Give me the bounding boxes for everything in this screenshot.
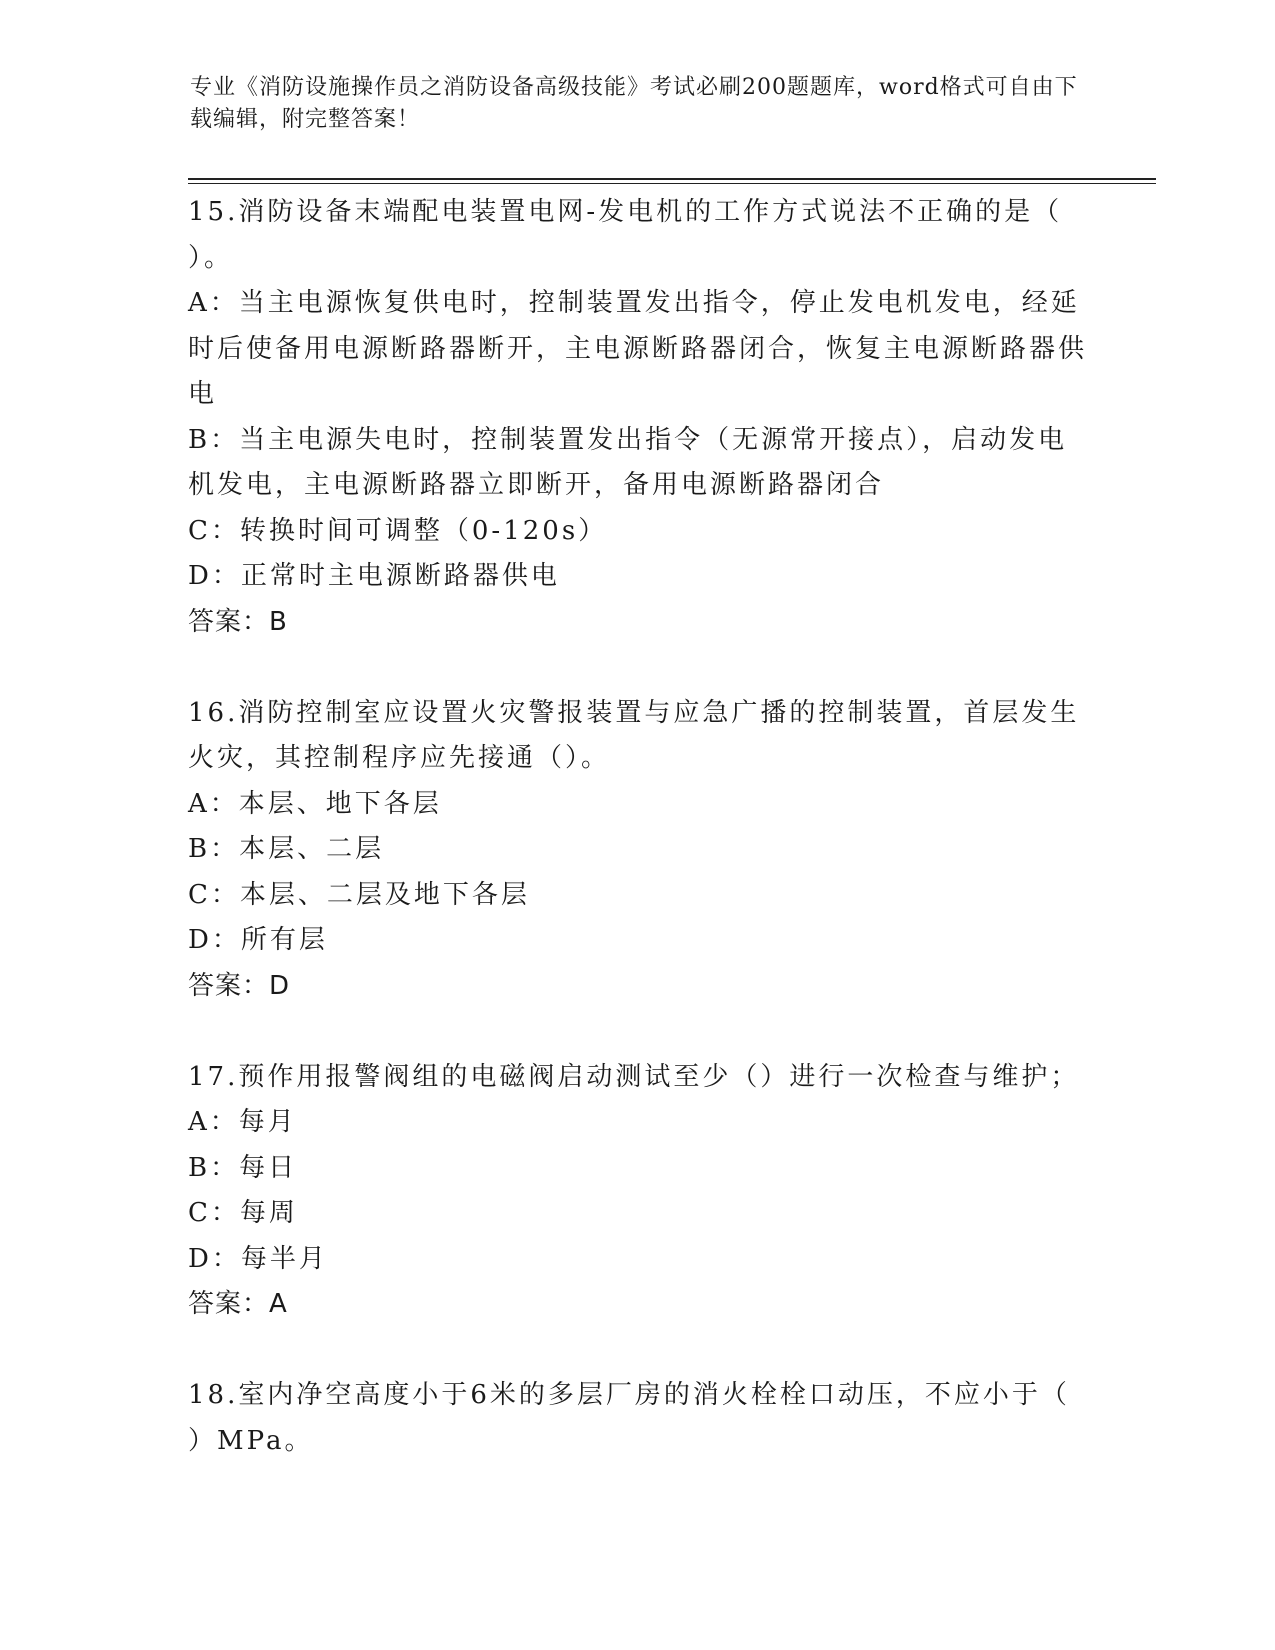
- option-d: D：所有层: [188, 925, 328, 955]
- question-stem: 18.室内净空高度小于6米的多层厂房的消火栓栓口动压，不应小于（ ）MPa。: [188, 1380, 1070, 1456]
- question-stem: 17.预作用报警阀组的电磁阀启动测试至少（）进行一次检查与维护；: [188, 1061, 1080, 1092]
- option-a: A：本层、地下各层: [188, 788, 442, 819]
- question-gap: [188, 1328, 1088, 1374]
- question-stem: 16.消防控制室应设置火灾警报装置与应急广播的控制装置，首层发生火灾，其控制程序应先接通（）。: [188, 697, 1080, 773]
- option-c: C：转换时间可调整（0-120s）: [188, 515, 608, 546]
- option-d: D：正常时主电源断路器供电: [188, 561, 560, 591]
- question-16: [188, 691, 1088, 1010]
- question-18: [188, 1373, 1088, 1464]
- question-stem: 15.消防设备末端配电装置电网-发电机的工作方式说法不正确的是（ ）。: [188, 197, 1063, 273]
- page-header: 专业《消防设施操作员之消防设备高级技能》考试必刷200题题库，word格式可自由下载编辑，附完整答案！: [190, 75, 1078, 132]
- answer-text: 答案：A: [188, 1289, 288, 1319]
- question-15: [188, 190, 1088, 645]
- option-b: B：本层、二层: [188, 834, 385, 864]
- answer-text: 答案：B: [188, 606, 288, 637]
- question-17: [188, 1055, 1088, 1328]
- question-gap: [188, 1009, 1088, 1055]
- option-c: C：每周: [188, 1198, 298, 1228]
- option-b: B：当主电源失电时，控制装置发出指令（无源常开接点），启动发电机发电，主电源断路器立即断开，备用电源断路器闭合: [188, 424, 1068, 500]
- option-b: B：每日: [188, 1152, 298, 1183]
- header-divider-thick: [188, 178, 1156, 180]
- option-c: C：本层、二层及地下各层: [188, 879, 530, 910]
- question-gap: [188, 645, 1088, 691]
- header-divider-thin: [188, 183, 1156, 184]
- option-a: A：当主电源恢复供电时，控制装置发出指令，停止发电机发电，经延时后使备用电源断路器断开，主电源断路器闭合，恢复主电源断路器供电: [188, 288, 1088, 409]
- answer-text: 答案：D: [188, 970, 291, 1001]
- question-list: [188, 190, 1088, 1464]
- option-a: A：每月: [188, 1107, 297, 1137]
- option-d: D：每半月: [188, 1243, 328, 1274]
